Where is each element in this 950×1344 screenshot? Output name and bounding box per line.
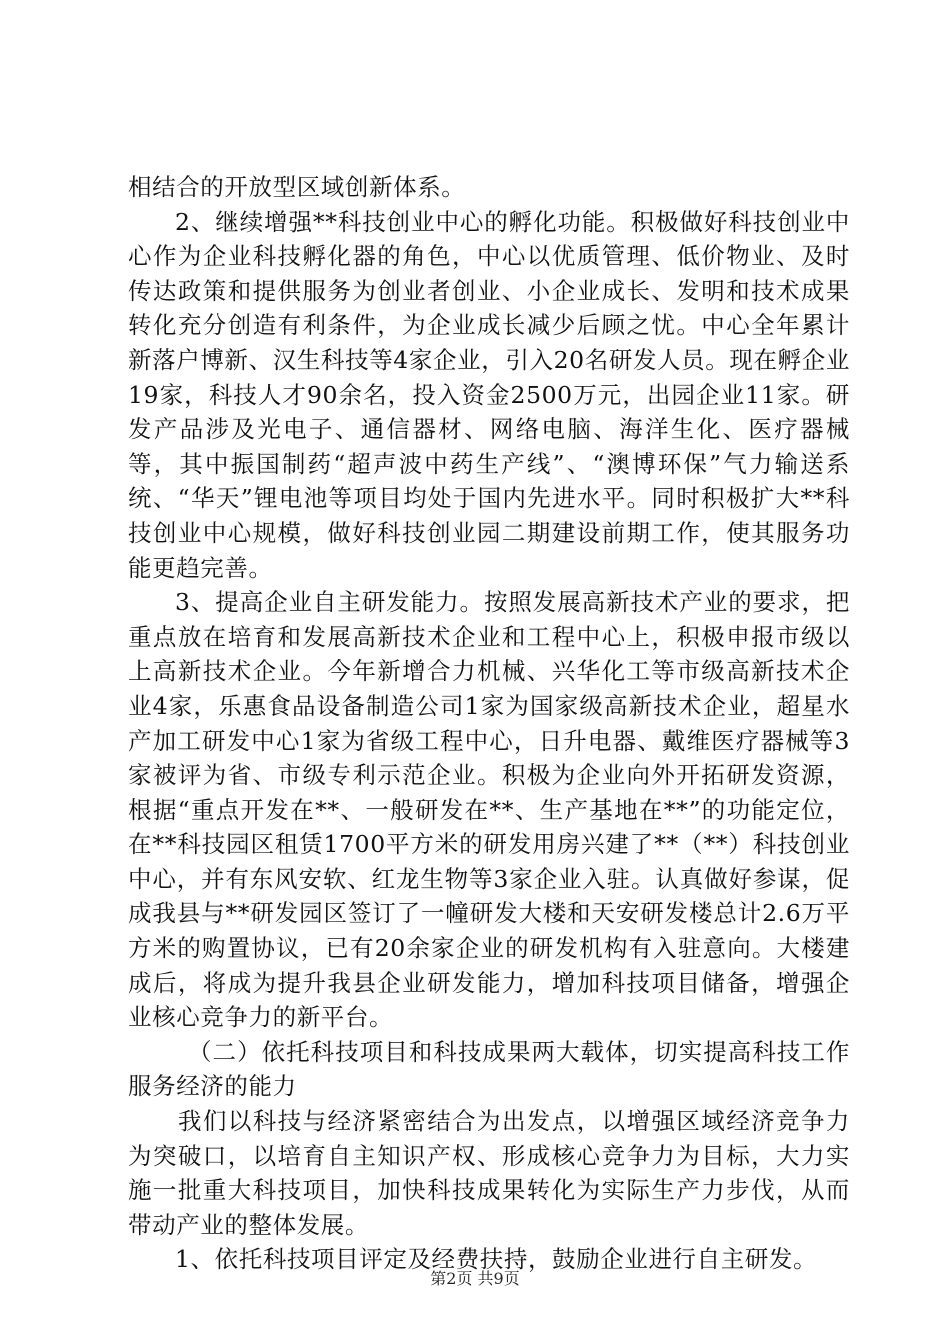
paragraph-intro: 我们以科技与经济紧密结合为出发点，以增强区域经济竞争力为突破口，以培育自主知识产权、形成核心竞争力为目标，大力实施一批重大科技项目，加快科技成果转化为实际生产力步伐，从而带动产业的整体发展。 <box>128 1107 850 1239</box>
paragraph-item-2: 2、继续增强**科技创业中心的孵化功能。积极做好科技创业中心作为企业科技孵化器的角色，中心以优质管理、低价物业、及时传达政策和提供服务为创业者创业、小企业成长、发明和技术成果转化充分创造有利条件，为企业成长减少后顾之忧。中心全年累计新落户博新、汉生科技等4家企业，引入20名研发人员。现在孵企业19家，科技人才90余名，投入资金2500万元，出园企业11家。研发产品涉及光电子、通信器材、网络电脑、海洋生化、医疗器械等，其中振国制药“超声波中药生产线”、“澳博环保”气力输送系统、“华天”锂电池等项目均处于国内先进水平。同时积极扩大**科技创业中心规模，做好科技创业园二期建设前期工作，使其服务功能更趋完善。 <box>128 207 850 582</box>
paragraph-continuation: 相结合的开放型区域创新体系。 <box>128 173 466 201</box>
paragraph-item-3: 3、提高企业自主研发能力。按照发展高新技术产业的要求，把重点放在培育和发展高新技术企业和工程中心上，积极申报市级以上高新技术企业。今年新增合力机械、兴华化工等市级高新技术企业4家，乐惠食品设备制造公司1家为国家级高新技术企业，超星水产加工研发中心1家为省级工程中心，日升电器、戴维医疗器械等3家被评为省、市级专利示范企业。积极为企业向外开拓研发资源，根据“重点开发在**、一般研发在**、生产基地在**”的功能定位，在**科技园区租赁1700平方米的研发用房兴建了**（**）科技创业中心，并有东风安软、红龙生物等3家企业入驻。认真做好参谋，促成我县与**研发园区签订了一幢研发大楼和天安研发楼总计2.6万平方米的购置协议，已有20余家企业的研发机构有入驻意向。大楼建成后，将成为提升我县企业研发能力，增加科技项目储备，增强企业核心竞争力的新平台。 <box>128 588 850 1032</box>
paragraph-item-1: 1、依托科技项目评定及经费扶持，鼓励企业进行自主研发。 <box>175 1245 818 1274</box>
page-footer: 第2页 共9页 <box>430 1269 520 1288</box>
document-body <box>128 170 850 1277</box>
section-heading: （二）依托科技项目和科技成果两大载体，切实提高科技工作服务经济的能力 <box>128 1037 850 1101</box>
